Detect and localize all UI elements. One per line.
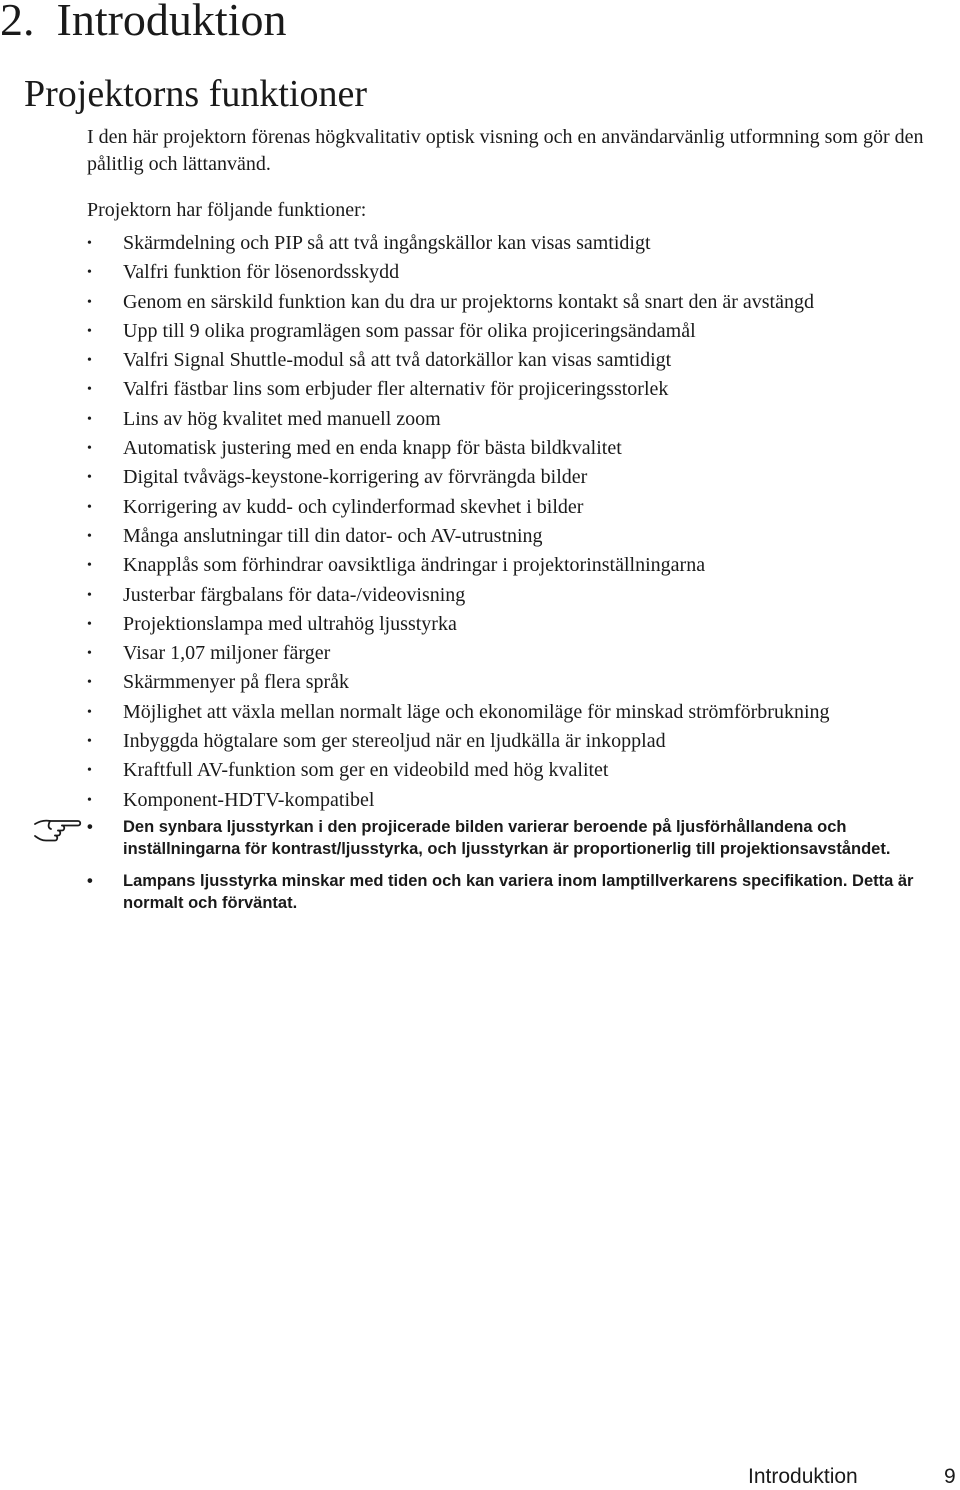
- bullet: •: [87, 675, 92, 691]
- feature-list: [87, 229, 960, 815]
- bullet: •: [87, 528, 92, 544]
- feature-item: [87, 434, 960, 463]
- note-text: Den synbara ljusstyrkan i den projicerade bilden varierar beroende på ljusförhållandena och inställningarna för kontrast/ljusstyrka, och ljusstyrkan är proportionerlig till projektionsavståndet.: [123, 818, 891, 858]
- bullet: •: [87, 499, 92, 515]
- feature-text: Projektionslampa med ultrahög ljusstyrka: [123, 612, 457, 635]
- feature-text: Automatisk justering med en enda knapp för bästa bildkvalitet: [123, 437, 622, 460]
- bullet: •: [87, 587, 92, 603]
- feature-text: Visar 1,07 miljoner färger: [123, 642, 331, 665]
- feature-text: Kraftfull AV-funktion som ger en videobild med hög kvalitet: [123, 759, 609, 782]
- feature-text: Korrigering av kudd- och cylinderformad skevhet i bilder: [123, 495, 584, 518]
- bullet: •: [87, 616, 92, 632]
- feature-text: Möjlighet att växla mellan normalt läge och ekonomiläge för minskad strömförbrukning: [123, 700, 830, 723]
- feature-item: [87, 405, 960, 434]
- bullet: •: [87, 734, 92, 750]
- feature-text: Komponent-HDTV-kompatibel: [123, 788, 375, 811]
- bullet: •: [87, 294, 92, 310]
- bullet: •: [87, 646, 92, 662]
- note-item: [87, 816, 947, 860]
- feature-item: [87, 229, 960, 258]
- feature-text: Lins av hög kvalitet med manuell zoom: [123, 407, 441, 430]
- feature-text: Inbyggda högtalare som ger stereoljud när en ljudkälla är inkopplad: [123, 730, 666, 753]
- feature-item: [87, 463, 960, 492]
- feature-item: [87, 698, 960, 727]
- bullet: •: [87, 704, 92, 720]
- feature-text: Valfri funktion för lösenordsskydd: [123, 261, 400, 284]
- footer-section-name: Introduktion: [748, 1465, 858, 1488]
- bullet: •: [87, 818, 93, 836]
- page-number: 9: [944, 1465, 956, 1488]
- feature-text: Justerbar färgbalans för data-/videovisning: [123, 583, 466, 606]
- bullet: •: [87, 441, 92, 457]
- bullet: •: [87, 470, 92, 486]
- feature-text: Många anslutningar till din dator- och AV-utrustning: [123, 524, 543, 547]
- bullet: •: [87, 763, 92, 779]
- bullet: •: [87, 353, 92, 369]
- feature-item: [87, 639, 960, 668]
- feature-text: Genom en särskild funktion kan du dra ur projektorns kontakt så snart den är avstängd: [123, 290, 814, 313]
- feature-item: [87, 786, 960, 815]
- note-item: [87, 870, 947, 914]
- features-heading: Projektorn har följande funktioner:: [87, 199, 367, 221]
- feature-text: Valfri Signal Shuttle-modul så att två datorkällor kan visas samtidigt: [123, 349, 672, 372]
- bullet: •: [87, 558, 92, 574]
- feature-text: Skärmdelning och PIP så att två ingångskällor kan visas samtidigt: [123, 232, 651, 254]
- feature-item: [87, 727, 960, 756]
- bullet: •: [87, 411, 92, 427]
- feature-text: Upp till 9 olika programlägen som passar för olika projiceringsändamål: [123, 319, 696, 342]
- feature-item: [87, 258, 960, 287]
- feature-item: [87, 346, 960, 375]
- feature-item: [87, 551, 960, 580]
- feature-text: Digital tvåvägs-keystone-korrigering av förvrängda bilder: [123, 466, 588, 489]
- chapter-title-text: Introduktion: [56, 0, 287, 45]
- bullet: •: [87, 323, 92, 339]
- feature-text: Valfri fästbar lins som erbjuder fler alternativ för projiceringsstorlek: [123, 378, 669, 401]
- pointing-hand-icon: [32, 812, 86, 848]
- chapter-title: [0, 0, 286, 46]
- bullet: •: [87, 382, 92, 398]
- feature-item: [87, 522, 960, 551]
- feature-text: Skärmmenyer på flera språk: [123, 671, 350, 694]
- feature-item: [87, 493, 960, 522]
- feature-item: [87, 756, 960, 785]
- bullet: •: [87, 792, 92, 808]
- page-footer: [748, 1464, 956, 1490]
- bullet: •: [87, 265, 92, 281]
- bullet: •: [87, 236, 92, 251]
- note-list: [87, 816, 947, 924]
- chapter-number: 2.: [0, 0, 35, 45]
- intro-paragraph: I den här projektorn förenas högkvalitativ optisk visning och en användarvänlig utformning som gör den pålitlig och lättanvänd.: [87, 126, 924, 175]
- feature-item: [87, 581, 960, 610]
- note-text: Lampans ljusstyrka minskar med tiden och kan variera inom lamptillverkarens specifikation. Detta är normalt och förväntat.: [123, 872, 914, 912]
- feature-item: [87, 317, 960, 346]
- section-title: Projektorns funktioner: [24, 73, 368, 115]
- feature-item: [87, 288, 960, 317]
- feature-text: Knapplås som förhindrar oavsiktliga ändringar i projektorinställningarna: [123, 554, 706, 577]
- bullet: •: [87, 872, 93, 890]
- feature-item: [87, 668, 960, 697]
- feature-item: [87, 375, 960, 404]
- feature-item: [87, 610, 960, 639]
